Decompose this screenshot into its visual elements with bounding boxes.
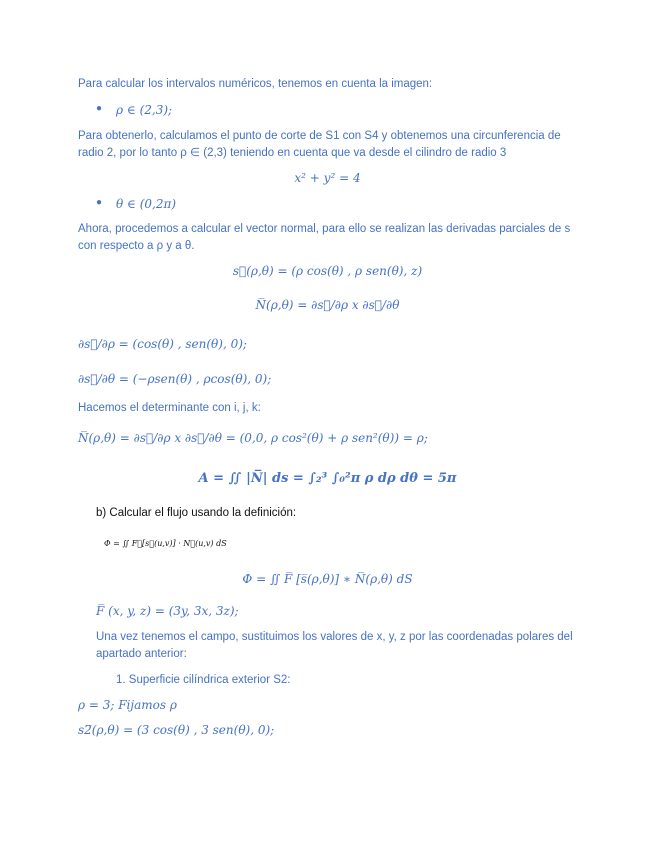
rho-interval: ρ ∈ (2,3); [116, 103, 173, 117]
s-vector-equation: s⃗(ρ,θ) = (ρ cos(θ) , ρ sen(θ), z) [232, 264, 423, 278]
flux-equation: Φ = ∬ F̅ [s̅(ρ,θ)] ∗ N̅(ρ,θ) dS [242, 572, 413, 586]
normal-text-line-1: Ahora, procedemos a calcular el vector normal, para ello se realizan las derivadas parciales de s [78, 223, 571, 235]
flux-definition-formula: Φ = ∬ F⃗[s⃗(u,v)] · N⃗(u,v) dS [104, 539, 227, 548]
rho-fixed-text: ρ = 3; Fijamos ρ [78, 698, 177, 712]
bullet-dot: ● [96, 197, 103, 208]
normal-text-line-2: con respecto a ρ y a θ. [78, 240, 195, 252]
field-equation: F̅ (x, y, z) = (3y, 3x, 3z); [96, 604, 239, 618]
partial-rho-equation: ∂s⃗/∂ρ = (cos(θ) , sen(θ), 0); [78, 337, 247, 351]
determinant-text: Hacemos el determinante con i, j, k: [78, 402, 261, 414]
obtain-text-line-1: Para obtenerlo, calculamos el punto de corte de S1 con S4 y obtenemos una circunferencia de [78, 130, 561, 142]
field-text-line-2: apartado anterior: [96, 648, 187, 660]
theta-interval: θ ∈ (0,2π) [116, 197, 177, 211]
s2-equation: s2̅(ρ,θ) = (3 cos(θ) , 3 sen(θ), 0); [78, 723, 275, 737]
obtain-text-line-2: radio 2, por lo tanto ρ ∈ (2,3) teniendo en cuenta que va desde el cilindro de radio 3 [78, 147, 507, 159]
numbered-item-1: 1. Superficie cilíndrica exterior S2: [116, 674, 291, 686]
normal-vector-equation: N̅(ρ,θ) = ∂s⃗/∂ρ x ∂s⃗/∂θ [255, 298, 400, 312]
normal-full-equation: N̅(ρ,θ) = ∂s⃗/∂ρ x ∂s⃗/∂θ = (0,0, ρ cos²(θ) + ρ sen²(θ)) = ρ; [78, 431, 428, 445]
partial-theta-equation: ∂s⃗/∂θ = (−ρsen(θ) , ρcos(θ), 0); [78, 372, 272, 386]
circle-equation: x² + y² = 4 [294, 171, 361, 185]
section-b-heading: b) Calcular el flujo usando la definición: [96, 507, 297, 519]
field-text-line-1: Una vez tenemos el campo, sustituimos los valores de x, y, z por las coordenadas polares del [96, 631, 573, 643]
intro-text: Para calcular los intervalos numéricos, tenemos en cuenta la imagen: [78, 78, 433, 90]
area-equation: A = ∬ |N̅| ds = ∫₂³ ∫₀²π ρ dρ dθ = 5π [198, 471, 457, 486]
bullet-dot: ● [96, 103, 103, 114]
